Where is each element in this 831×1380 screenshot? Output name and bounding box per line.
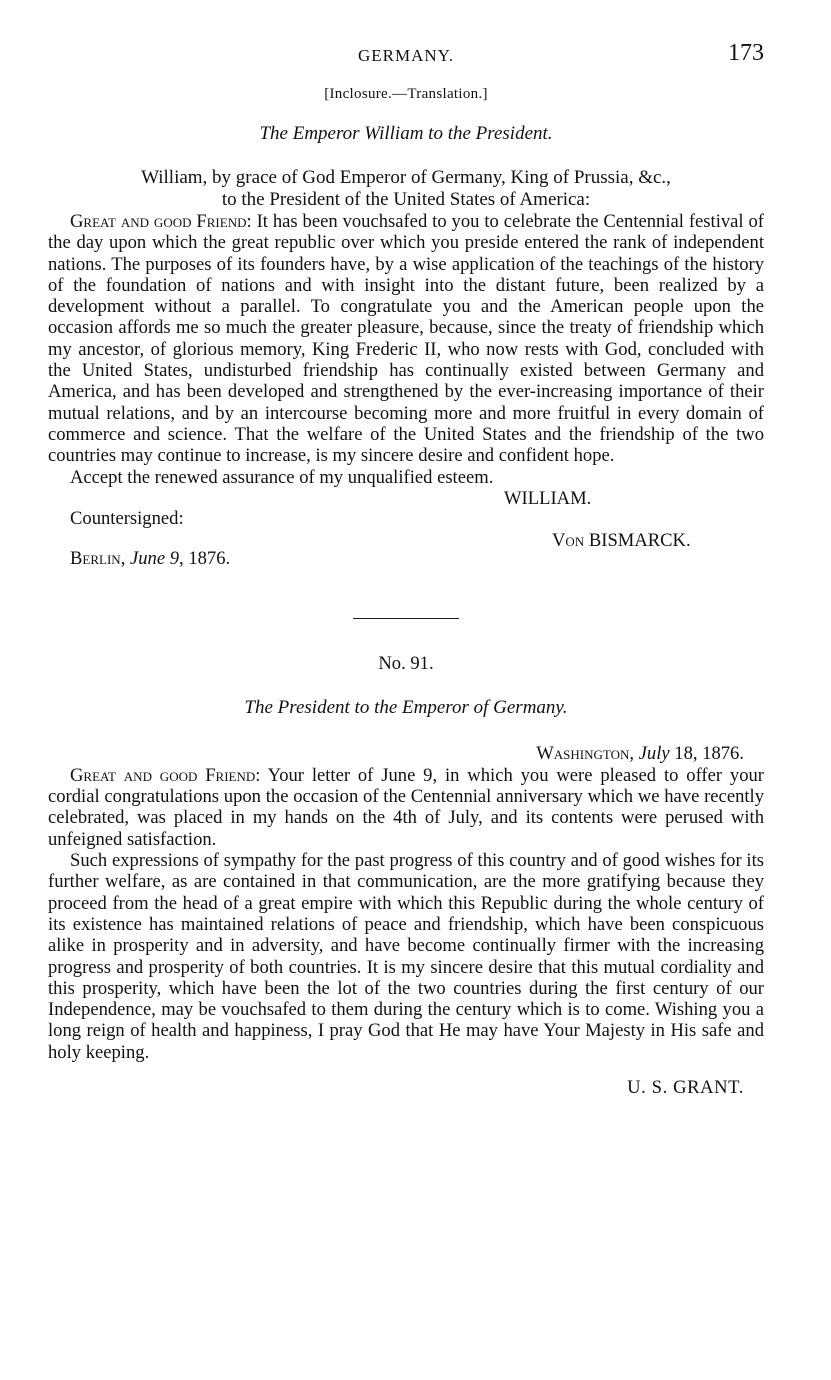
inclosure-note: [Inclosure.—Translation.] [324, 86, 488, 102]
letter1-signature-block [48, 488, 764, 578]
letter2-place: Washington [536, 742, 630, 764]
salutation-separator: : [246, 211, 257, 232]
section-divider [353, 618, 459, 619]
address-line-2: to the President of the United States of America: [221, 189, 591, 210]
letter1-body [48, 211, 764, 467]
address-line-1: William, by grace of God Emperor of Germany, King of Prussia, &c., [141, 167, 671, 188]
letter2-para-2: Such expressions of sympathy for the past progress of this country and of good wishes for its further welfare, as are contained in that communication, are the more gratifying because they proceed from the head of a great empire with which this Republic during the whole century of its existence has maintained relations of peace and friendship, which have been conspicuous alike in prosperity and in adversity, and have become continually firmer with the increasing progress and prosperity of both countries. It is my sincere desire that this mutual cordiality and this prosperity, which have been the lot of the two countries during the first century of our Independence, may be vouchsafed to them during the century which is to come. Wishing you a long reign of health and happiness, I pray God that He may have Your Majesty in His safe and holy keeping. [48, 850, 764, 1063]
page-number: 173 [728, 40, 764, 66]
letter2-dateline: Washington, July 18, 1876. [536, 742, 744, 764]
document-number: No. 91. [378, 652, 434, 674]
letter2-date-month: July [638, 742, 670, 764]
letter2-salutation-separator: : [255, 764, 268, 786]
letter1-closing: Accept the renewed assurance of my unqualified esteem. [70, 466, 494, 488]
letter1-place-date: Berlin, June 9, 1876. [70, 547, 231, 569]
running-head-title: GERMANY. [357, 46, 454, 65]
countersigner-name: Von BISMARCK. [552, 529, 691, 551]
letter2-date-rest: 18, 1876. [669, 742, 744, 764]
letter1-address [48, 167, 764, 211]
countersigned-label: Countersigned: [70, 507, 184, 529]
letter1-body-text: It has been vouchsafed to you to celebrate the Centennial festival of the day upon which the great republic over which you preside entered the rank of independent nations. The purposes of its founders have, by a wise application of the teachings of the history of the foundation of nations and with insight into the distant future, been realized by a development without a parallel. To congratulate you and the American people upon the occasion affords me so much the greater pleasure, because, since the treaty of friendship which my ancestor, of glorious memory, King Frederic II, who now rests with God, concluded with the United States, undisturbed friendship has continually existed between Germany and America, and has been developed and strengthened by the ever-increasing importance of their mutual relations, and by an intercourse becoming more and more fruitful in every domain of commerce and science. That the welfare of the United States and the friendship of the two countries may continue to increase, is my sincere desire and confident hope. [48, 211, 764, 467]
letter2-signature: U. S. GRANT. [627, 1077, 744, 1099]
letter1-signature: WILLIAM. [504, 487, 592, 509]
letter2-salutation: Great and good Friend [70, 764, 256, 786]
letter1-salutation: Great and good Friend [70, 211, 247, 232]
running-head [48, 40, 764, 76]
letter1-place: Berlin [70, 547, 121, 569]
letter2-para-1-text: Your letter of June 9, in which you were pleased to offer your cordial congratulations upon the occasion of the Centennial anniversary which we have recently celebrated, was placed in my hands on the 4th of July, and its contents were perused with unfeigned satisfaction. [48, 764, 764, 850]
letter2-para-1 [48, 765, 764, 850]
letter1-date-month-day: June 9 [129, 547, 180, 569]
letter1-heading: The Emperor William to the President. [259, 123, 553, 144]
letter2-heading: The President to the Emperor of Germany. [244, 696, 568, 718]
document-page [48, 40, 764, 1099]
letter1-date-year: , 1876. [179, 547, 231, 569]
